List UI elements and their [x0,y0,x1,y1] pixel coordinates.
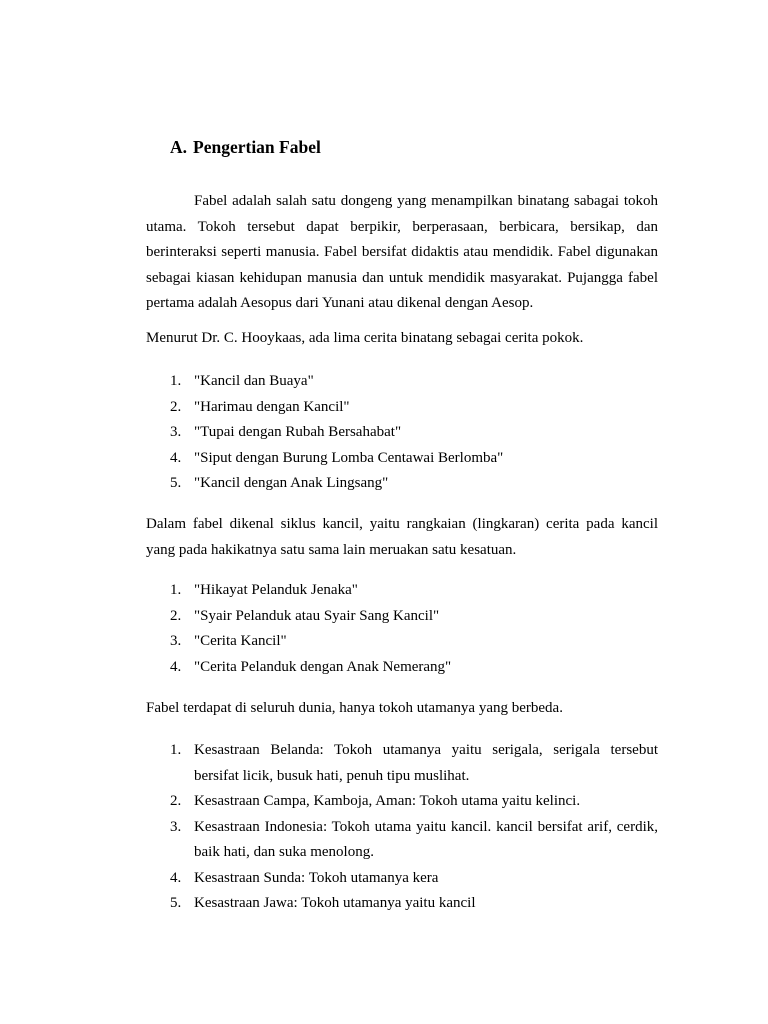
list-text: "Syair Pelanduk atau Syair Sang Kancil" [194,607,440,624]
list-item [146,789,658,815]
list-number: 1. [170,582,182,598]
list-literatures [146,738,658,917]
list-number: 2. [170,793,182,809]
list-text: Kesastraan Campa, Kamboja, Aman: Tokoh utama yaitu kelinci. [194,793,581,809]
list-item [146,395,658,421]
list-number: 4. [170,449,182,466]
list-text: Kesastraan Sunda: Tokoh utamanya kera [194,869,439,886]
list-item [146,815,658,866]
list-number: 4. [170,658,182,675]
list-item [146,446,658,472]
heading-title: Pengertian Fabel [193,137,321,157]
section-heading [170,137,321,158]
list-text: "Siput dengan Burung Lomba Centawai Berlomba" [194,449,504,466]
list-item [146,738,658,789]
list-item [146,866,658,892]
list-text: "Cerita Kancil" [194,633,287,649]
list-item [146,891,658,917]
list-item [146,655,658,681]
list-kancil-cycle [146,578,658,680]
paragraph-definition: Fabel adalah salah satu dongeng yang menampilkan binatang sabagai tokoh utama. Tokoh tersebut dapat berpikir, berperasaan, berbicara, bersikap, dan berinteraksi seperti manusia. Fabel bersifat didaktis atau mendidik. Fabel digunakan sebagai kiasan kehidupan manusia dan untuk mendidik masyarakat. Pujangga fabel pertama adalah Aesopus dari Yunani atau dikenal dengan Aesop. [146,193,658,311]
list-item [146,578,658,604]
list-number: 3. [170,633,182,649]
list-item [146,471,658,497]
list-text: Kesastraan Indonesia: Tokoh utama yaitu kancil. kancil bersifat arif, cerdik, baik hati, dan suka menolong. [194,818,658,860]
list-text: "Kancil dengan Anak Lingsang" [194,475,389,491]
list-number: 4. [170,869,182,886]
list-number: 5. [170,895,182,911]
paragraph-kancil-cycle: Dalam fabel dikenal siklus kancil, yaitu rangkaian (lingkaran) cerita pada kancil yang pada hakikatnya satu sama lain meruakan satu kesatuan. [146,516,658,558]
list-number: 3. [170,424,182,440]
list-text: "Kancil dan Buaya" [194,373,314,389]
list-number: 5. [170,475,182,491]
list-five-stories [146,369,658,497]
list-number: 1. [170,742,182,758]
paragraph-hooykaas: Menurut Dr. C. Hooykaas, ada lima cerita binatang sebagai cerita pokok. [146,330,584,346]
list-text: Kesastraan Jawa: Tokoh utamanya yaitu kancil [194,895,476,911]
list-item [146,629,658,655]
paragraph-worldwide: Fabel terdapat di seluruh dunia, hanya tokoh utamanya yang berbeda. [146,700,563,716]
list-text: "Harimau dengan Kancil" [194,398,350,415]
list-number: 2. [170,398,182,415]
list-number: 1. [170,373,182,389]
list-text: "Hikayat Pelanduk Jenaka" [194,582,358,598]
list-item [146,420,658,446]
list-item [146,369,658,395]
heading-number: A. [170,137,188,157]
list-number: 2. [170,607,182,624]
list-item [146,604,658,630]
list-number: 3. [170,818,182,835]
list-text: "Cerita Pelanduk dengan Anak Nemerang" [194,658,452,675]
list-text: Kesastraan Belanda: Tokoh utamanya yaitu serigala, serigala tersebut bersifat licik, busuk hati, penuh tipu muslihat. [194,742,658,784]
list-text: "Tupai dengan Rubah Bersahabat" [194,424,402,440]
